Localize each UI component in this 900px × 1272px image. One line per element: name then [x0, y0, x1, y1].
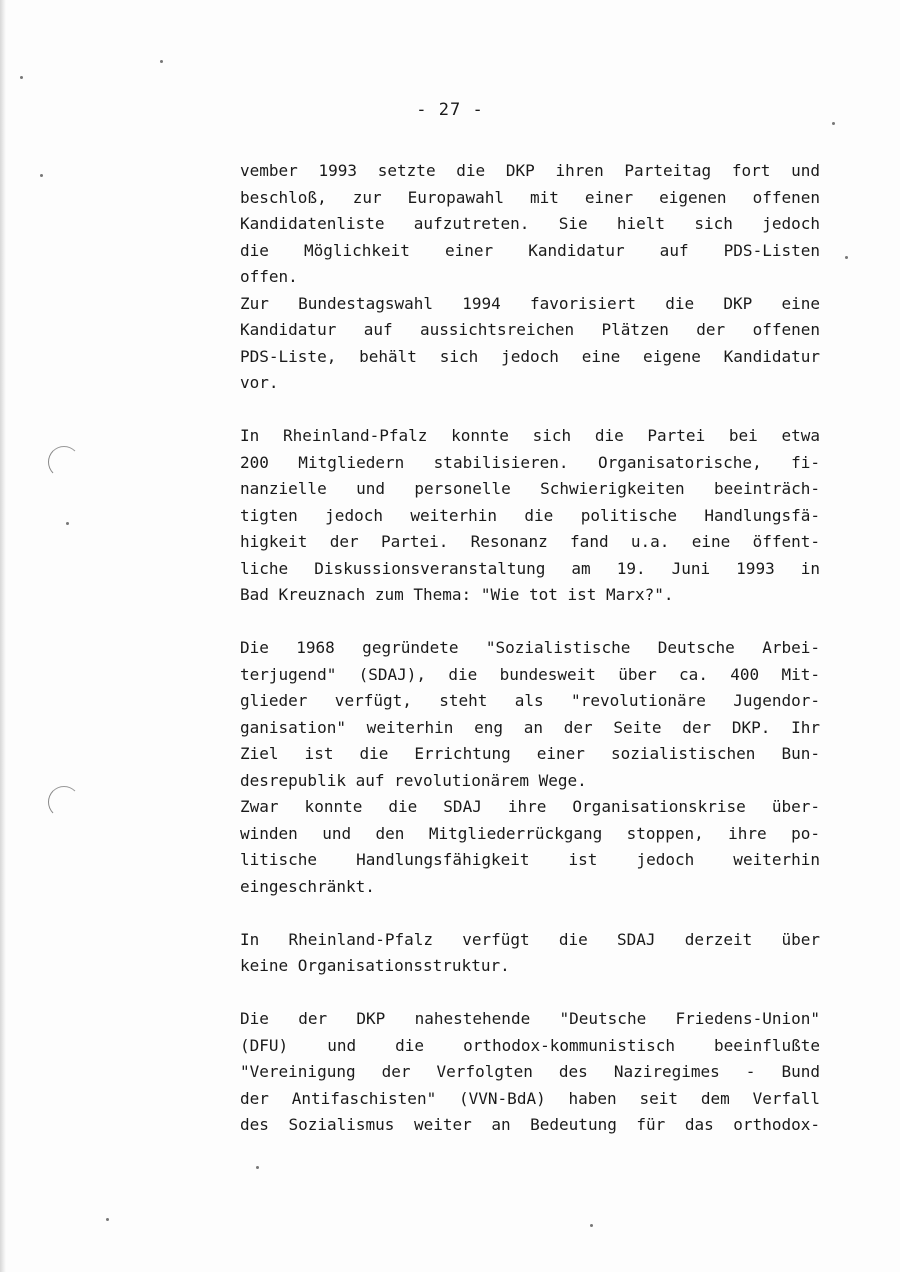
- text-line: die Möglichkeit einer Kandidatur auf PDS-Listen: [240, 240, 820, 260]
- scan-speck: [66, 522, 69, 525]
- text-line: der Antifaschisten" (VVN-BdA) haben seit dem Verfall: [240, 1088, 820, 1108]
- body-text: [240, 158, 820, 1139]
- text-line: nanzielle und personelle Schwierigkeiten beeinträch-: [240, 479, 820, 498]
- text-line: (DFU) und die orthodox-kommunistisch beeinflußte: [240, 1035, 820, 1055]
- text-line: liche Diskussionsveranstaltung am 19. Juni 1993 in: [240, 558, 820, 578]
- text-line: In Rheinland-Pfalz verfügt die SDAJ derzeit über: [240, 929, 820, 949]
- scan-speck: [40, 174, 43, 177]
- scan-edge: [0, 0, 6, 1272]
- scan-speck: [832, 122, 835, 125]
- scan-speck: [106, 1218, 109, 1221]
- text-line: litische Handlungsfähigkeit ist jedoch weiterhin: [240, 850, 820, 869]
- text-line: winden und den Mitgliederrückgang stoppen, ihre po-: [240, 823, 820, 843]
- text-line: Kandidatur auf aussichtsreichen Plätzen der offenen: [240, 320, 820, 339]
- text-line: In Rheinland-Pfalz konnte sich die Partei bei etwa: [240, 426, 820, 445]
- text-line: Zur Bundestagswahl 1994 favorisiert die DKP eine: [240, 293, 820, 313]
- text-line: Die der DKP nahestehende "Deutsche Friedens-Union": [240, 1009, 820, 1028]
- paragraph-gap: [240, 609, 820, 636]
- text-line: vor.: [240, 373, 279, 392]
- text-line: tigten jedoch weiterhin die politische Handlungsfä-: [240, 505, 820, 525]
- text-line: Die 1968 gegründete "Sozialistische Deutsche Arbei-: [240, 638, 820, 657]
- text-line: PDS-Liste, behält sich jedoch eine eigene Kandidatur: [240, 346, 820, 366]
- text-line: des Sozialismus weiter an Bedeutung für das orthodox-: [240, 1115, 820, 1134]
- scan-speck: [590, 1224, 593, 1227]
- text-line: "Vereinigung der Verfolgten des Naziregimes - Bund: [240, 1062, 820, 1081]
- text-line: beschloß, zur Europawahl mit einer eigenen offenen: [240, 187, 820, 207]
- text-line: Kandidatenliste aufzutreten. Sie hielt sich jedoch: [240, 214, 820, 233]
- text-line: 200 Mitgliedern stabilisieren. Organisatorische, fi-: [240, 452, 820, 472]
- text-line: keine Organisationsstruktur.: [240, 956, 510, 975]
- text-line: offen.: [240, 267, 298, 286]
- text-line: eingeschränkt.: [240, 876, 375, 896]
- text-line: Zwar konnte die SDAJ ihre Organisationskrise über-: [240, 797, 820, 816]
- text-line: ganisation" weiterhin eng an der Seite der DKP. Ihr: [240, 717, 820, 737]
- scan-speck: [160, 60, 163, 63]
- scan-speck: [256, 1166, 259, 1169]
- text-line: vember 1993 setzte die DKP ihren Parteitag fort und: [240, 161, 820, 180]
- paragraph-gap: [240, 900, 820, 927]
- paragraph-gap: [240, 397, 820, 424]
- text-line: glieder verfügt, steht als "revolutionäre Jugendor-: [240, 691, 820, 710]
- text-line: terjugend" (SDAJ), die bundesweit über ca. 400 Mit-: [240, 664, 820, 684]
- text-line: higkeit der Partei. Resonanz fand u.a. eine öffent-: [240, 532, 820, 551]
- scan-speck: [20, 76, 23, 79]
- text-line: Ziel ist die Errichtung einer sozialistischen Bun-: [240, 744, 820, 763]
- punch-hole-mark: [48, 446, 80, 478]
- punch-hole-mark: [48, 786, 80, 818]
- text-line: Bad Kreuznach zum Thema: "Wie tot ist Marx?".: [240, 585, 674, 604]
- scan-speck: [845, 256, 848, 259]
- text-line: desrepublik auf revolutionärem Wege.: [240, 770, 587, 790]
- paragraph-gap: [240, 980, 820, 1007]
- page-number: - 27 -: [416, 100, 484, 120]
